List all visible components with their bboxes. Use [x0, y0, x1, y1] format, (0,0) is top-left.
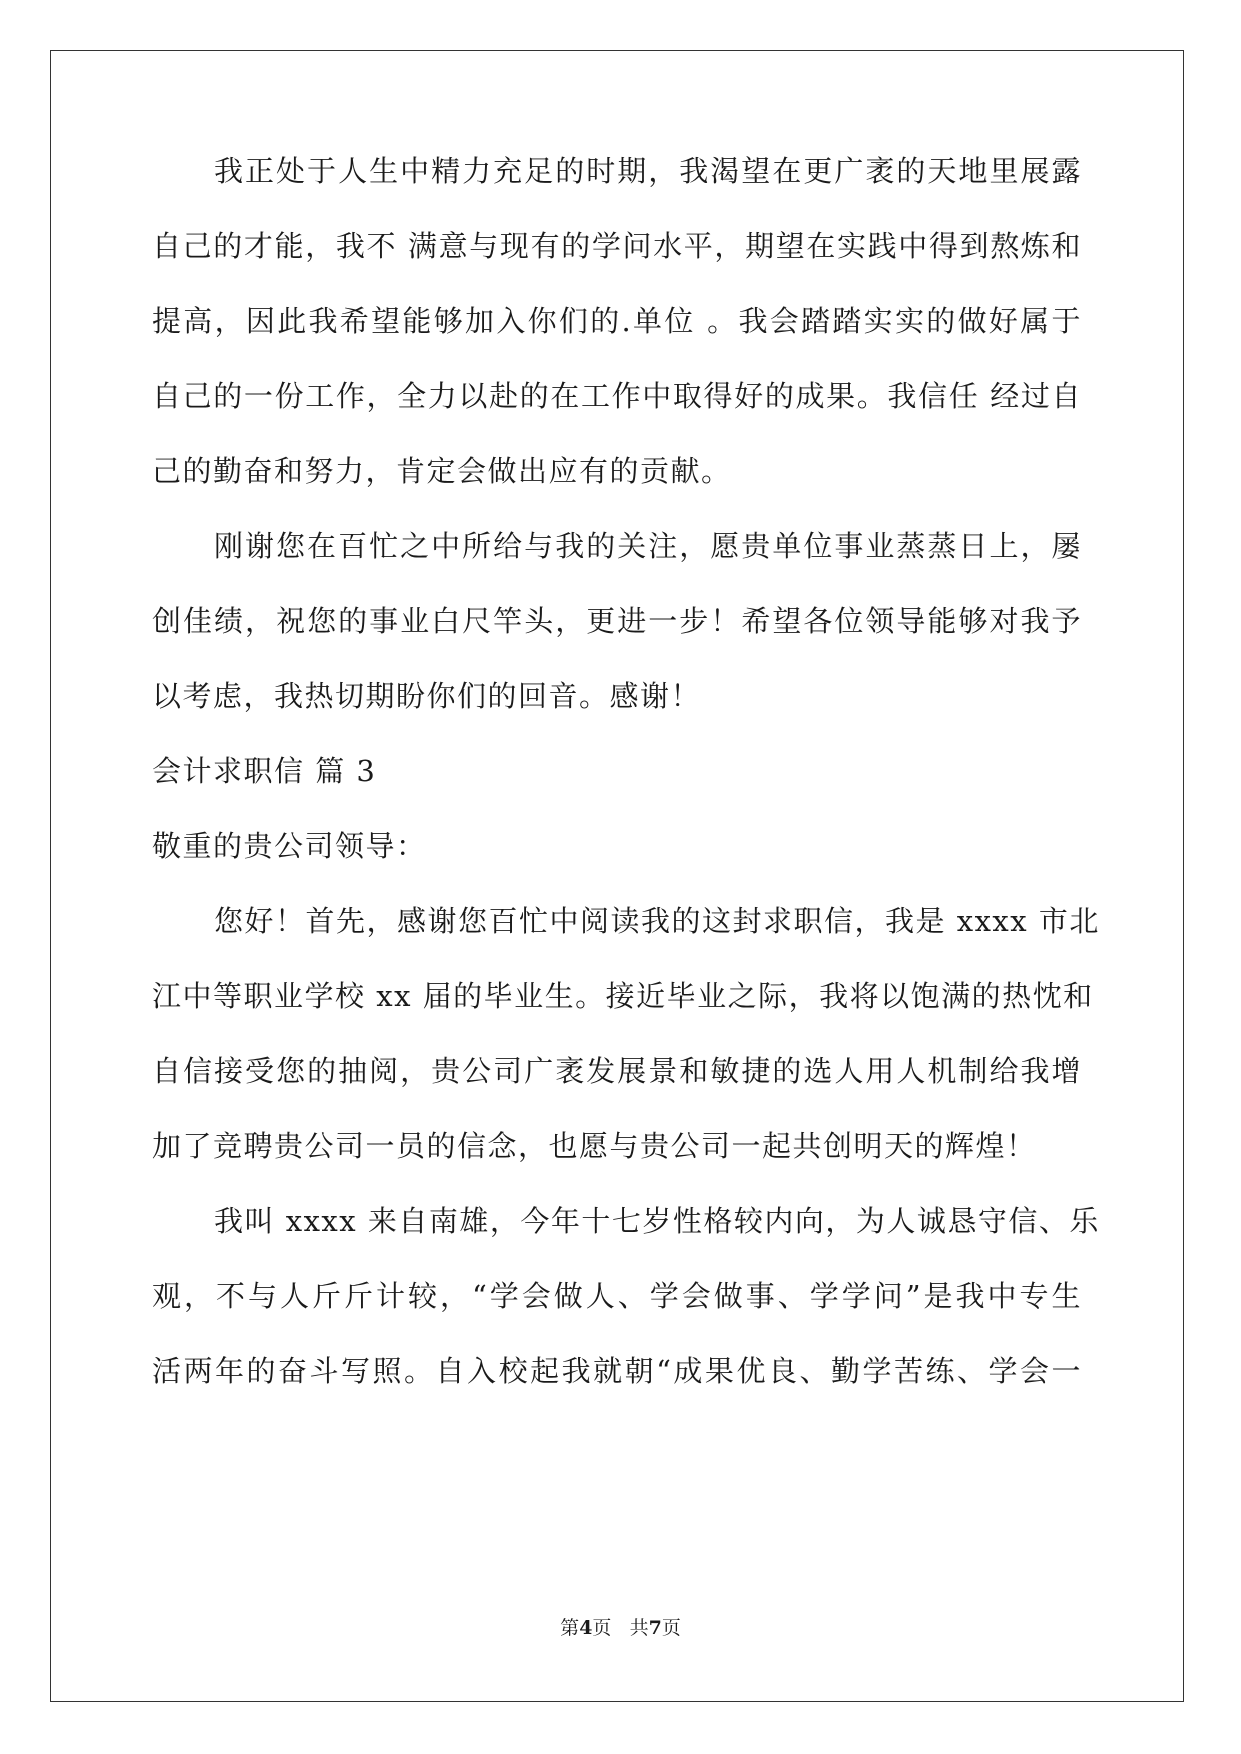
body-line: 自己的才能，我不 满意与现有的学问水平，期望在实践中得到熬炼和 — [152, 229, 1082, 263]
page-footer — [0, 1616, 1241, 1640]
footer-total-unit: 页 — [661, 1617, 681, 1639]
footer-total-prefix: 共 — [629, 1617, 649, 1639]
body-line: 江中等职业学校 xx 届的毕业生。接近毕业之际，我将以饱满的热忱和 — [152, 979, 1094, 1013]
body-line: 自己的一份工作，全力以赴的在工作中取得好的成果。我信任 经过自 — [152, 379, 1082, 413]
body-line: 我叫 xxxx 来自南雄，今年十七岁性格较内向，为人诚恳守信、乐 — [214, 1204, 1100, 1238]
section-heading: 会计求职信 篇 3 — [152, 754, 377, 788]
footer-page-unit: 页 — [592, 1617, 612, 1639]
body-line: 观，不与人斤斤计较，“学会做人、学会做事、学学问”是我中专生 — [152, 1279, 1082, 1313]
body-line: 以考虑，我热切期盼你们的回音。感谢！ — [152, 679, 702, 713]
page-border — [50, 50, 1184, 1702]
salutation: 敬重的贵公司领导： — [152, 829, 427, 863]
current-page-number: 4 — [579, 1617, 593, 1639]
body-line: 您好！首先，感谢您百忙中阅读我的这封求职信，我是 xxxx 市北 — [214, 904, 1100, 938]
body-line: 刚谢您在百忙之中所给与我的关注，愿贵单位事业蒸蒸日上，屡 — [214, 529, 1082, 563]
body-line: 己的勤奋和努力，肯定会做出应有的贡献。 — [152, 454, 732, 488]
body-line: 加了竞聘贵公司一员的信念，也愿与贵公司一起共创明天的辉煌！ — [152, 1129, 1037, 1163]
body-line: 活两年的奋斗写照。自入校起我就朝“成果优良、勤学苦练、学会一 — [152, 1354, 1082, 1388]
footer-prefix: 第 — [560, 1617, 580, 1639]
body-line: 提高，因此我希望能够加入你们的.单位 。我会踏踏实实的做好属于 — [152, 304, 1082, 338]
total-pages-number: 7 — [648, 1617, 662, 1639]
body-line: 我正处于人生中精力充足的时期，我渴望在更广袤的天地里展露 — [214, 154, 1082, 188]
body-line: 自信接受您的抽阅，贵公司广袤发展景和敏捷的选人用人机制给我增 — [152, 1054, 1082, 1088]
body-line: 创佳绩，祝您的事业白尺竿头，更进一步！希望各位领导能够对我予 — [152, 604, 1082, 638]
